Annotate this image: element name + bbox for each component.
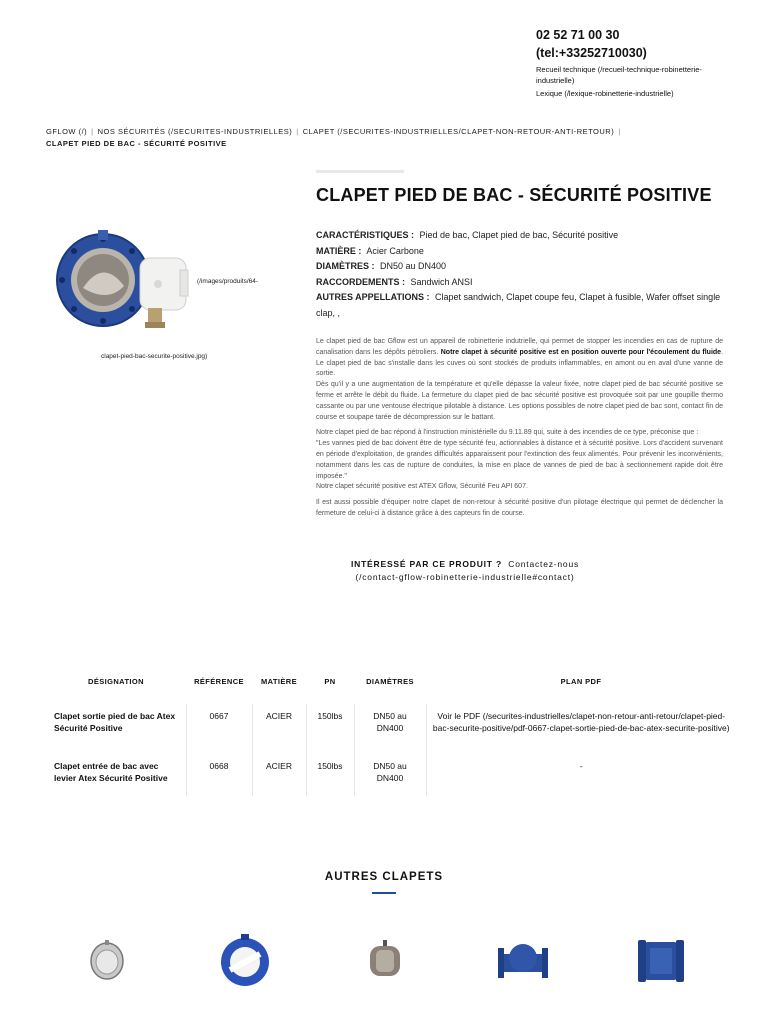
header-contact — [536, 26, 736, 100]
description-text: "Les vannes pied de bac doivent être de type sécurité feu, actionnables à distance et à sécurité positive. Lors d'accident survenant en période d'exploitation, de grandes difficultés apparaissent pour l'extinction des feux alimentés. Pour prévenir les inconvénients, notamment dans les cas de rupture de conduites, la mise en place de vannes de pied de bac à sectionnement rapide doit être imposée." — [316, 440, 723, 480]
table-row — [46, 754, 736, 796]
spec-autres-appellations — [316, 290, 726, 321]
title-decoration — [316, 170, 404, 173]
column-header: PN — [324, 676, 336, 686]
breadcrumb-current: CLAPET PIED DE BAC - SÉCURITÉ POSITIVE — [46, 139, 227, 148]
cell-pn: 150lbs — [306, 704, 354, 754]
description-text: Le clapet pied de bac Gflow est un appareil de robinetterie indutrielle, qui permet de stopper les incendies en cas de rupture de canalisation dans les dépôts pétroliers. — [316, 338, 723, 356]
description-text: Notre clapet sécurité positive est ATEX Gflow, Sécurité Feu API 607. — [316, 483, 528, 491]
product-thumbnail-wafer-blue[interactable] — [210, 926, 280, 996]
breadcrumb-separator: | — [618, 127, 621, 136]
breadcrumb-separator: | — [296, 127, 299, 136]
description-paragraph — [316, 337, 723, 423]
lexique-link[interactable]: Lexique (/lexique-robinetterie-industrielle) — [536, 89, 674, 98]
product-thumbnail-ball-check[interactable] — [488, 926, 558, 996]
spec-label: DIAMÈTRES : — [316, 261, 375, 271]
product-specs — [316, 228, 726, 321]
column-header: DIAMÈTRES — [366, 676, 414, 686]
breadcrumb-item-home[interactable]: GFLOW (/) — [46, 127, 88, 136]
spec-raccordements — [316, 275, 726, 291]
cell-pn: 150lbs — [306, 754, 354, 796]
column-header: DÉSIGNATION — [88, 676, 144, 686]
product-description — [316, 337, 723, 525]
table-row — [46, 704, 736, 754]
description-paragraph — [316, 428, 723, 493]
contact-link[interactable]: Contactez-nous (/contact-gflow-robinetterie-industrielle#contact) — [355, 559, 580, 582]
cell-diametres: DN50 au DN400 — [354, 754, 426, 796]
description-paragraph: Il est aussi possible d'équiper notre clapet de non-retour à sécurité positive d'un pilotage électrique qui permet de déclencher la fermeture de celui-ci à distance grâce à des capteurs fin de course. — [316, 499, 723, 517]
cell-reference: 0668 — [186, 754, 252, 796]
product-thumbnail-dual-plate[interactable] — [72, 926, 142, 996]
breadcrumb-item-clapet[interactable]: CLAPET (/SECURITES-INDUSTRIELLES/CLAPET-NON-RETOUR-ANTI-RETOUR) — [302, 127, 615, 136]
phone-link[interactable]: 02 52 71 00 30 — [536, 28, 620, 42]
spec-label: CARACTÉRISTIQUES : — [316, 230, 415, 240]
breadcrumb — [46, 126, 736, 150]
spec-label: AUTRES APPELLATIONS : — [316, 292, 430, 302]
image-alt-text: clapet-pied-bac-securite-positive.jpg) — [101, 353, 208, 360]
description-bold: Notre clapet à sécurité positive est en position ouverte pour l'écoulement du fluide — [440, 348, 722, 356]
column-header: RÉFÉRENCE — [194, 676, 244, 686]
tel-link[interactable]: (tel:+33252710030) — [536, 46, 647, 60]
spec-matiere — [316, 244, 726, 260]
cell-designation: Clapet sortie pied de bac Atex Sécurité Positive — [46, 704, 186, 754]
cell-designation: Clapet entrée de bac avec levier Atex Sécurité Positive — [46, 754, 186, 796]
contact-cta — [340, 558, 590, 583]
spec-value: Clapet sandwich, Clapet coupe feu, Clapet à fusible, Wafer offset single clap, , — [316, 292, 721, 318]
cell-matiere: ACIER — [252, 704, 306, 754]
cell-plan-pdf-link[interactable]: Voir le PDF (/securites-industrielles/clapet-non-retour-anti-retour/clapet-pied-bac-securite-positive/pdf-0667-clapet-sortie-pied-de-bac-atex-securite-positive) — [432, 711, 730, 733]
column-header: PLAN PDF — [560, 676, 602, 686]
column-header: MATIÈRE — [261, 676, 297, 686]
description-text: . Le clapet pied de bac s'installe dans les cuves où sont stockés de produits inflammables, en amont ou en aval d'une vanne de sortie. — [316, 348, 724, 378]
image-alt-text: (/images/produits/64- — [197, 278, 259, 285]
description-text: Dès qu'il y a une augmentation de la température et qu'elle dépasse la valeur fixée, notre clapet pied de bac sécurité positive se ferme et arrête le débit du fluide. La fermeture du clapet pied de bac sécurité positive est provoquée soit par une goupille thermo cassante ou par une ventouse électrique pilotable à distance. Les options possibles de notre clapet pied de bac sont, contact fin de course et soupape tarée de décompression sur le battant. — [316, 381, 723, 421]
spec-value: Sandwich ANSI — [410, 276, 473, 287]
cell-matiere: ACIER — [252, 754, 306, 796]
cell-diametres: DN50 au DN400 — [354, 704, 426, 754]
recueil-technique-link[interactable]: Recueil technique (/recueil-technique-robinetterie-industrielle) — [536, 65, 702, 85]
cell-plan-pdf: - — [579, 761, 583, 771]
cta-question: INTÉRESSÉ PAR CE PRODUIT ? — [350, 559, 502, 569]
spec-caracteristiques — [316, 228, 726, 244]
product-thumbnail-dual-plate-grey[interactable] — [350, 926, 420, 996]
section-title-autres-clapets: AUTRES CLAPETS — [324, 871, 444, 883]
section-title-underline — [372, 892, 396, 894]
breadcrumb-separator: | — [91, 127, 94, 136]
spec-diametres — [316, 259, 726, 275]
description-text: Notre clapet pied de bac répond à l'instruction ministérielle du 9.11.89 qui, suite à des incendies de ce type, préconise que : — [316, 429, 699, 437]
spec-label: MATIÈRE : — [316, 245, 362, 256]
breadcrumb-item-securites[interactable]: NOS SÉCURITÉS (/SECURITES-INDUSTRIELLES) — [97, 127, 293, 136]
page-title: CLAPET PIED DE BAC - SÉCURITÉ POSITIVE — [316, 185, 712, 205]
spec-value: DN50 au DN400 — [380, 261, 447, 271]
spec-label: RACCORDEMENTS : — [316, 276, 405, 287]
spec-value: Pied de bac, Clapet pied de bac, Sécurité positive — [419, 230, 619, 240]
spec-value: Acier Carbone — [366, 245, 424, 256]
table-header-row — [46, 672, 736, 704]
product-table — [46, 672, 736, 796]
product-thumbnail-flanged-check[interactable] — [626, 926, 696, 996]
cell-reference: 0667 — [186, 704, 252, 754]
